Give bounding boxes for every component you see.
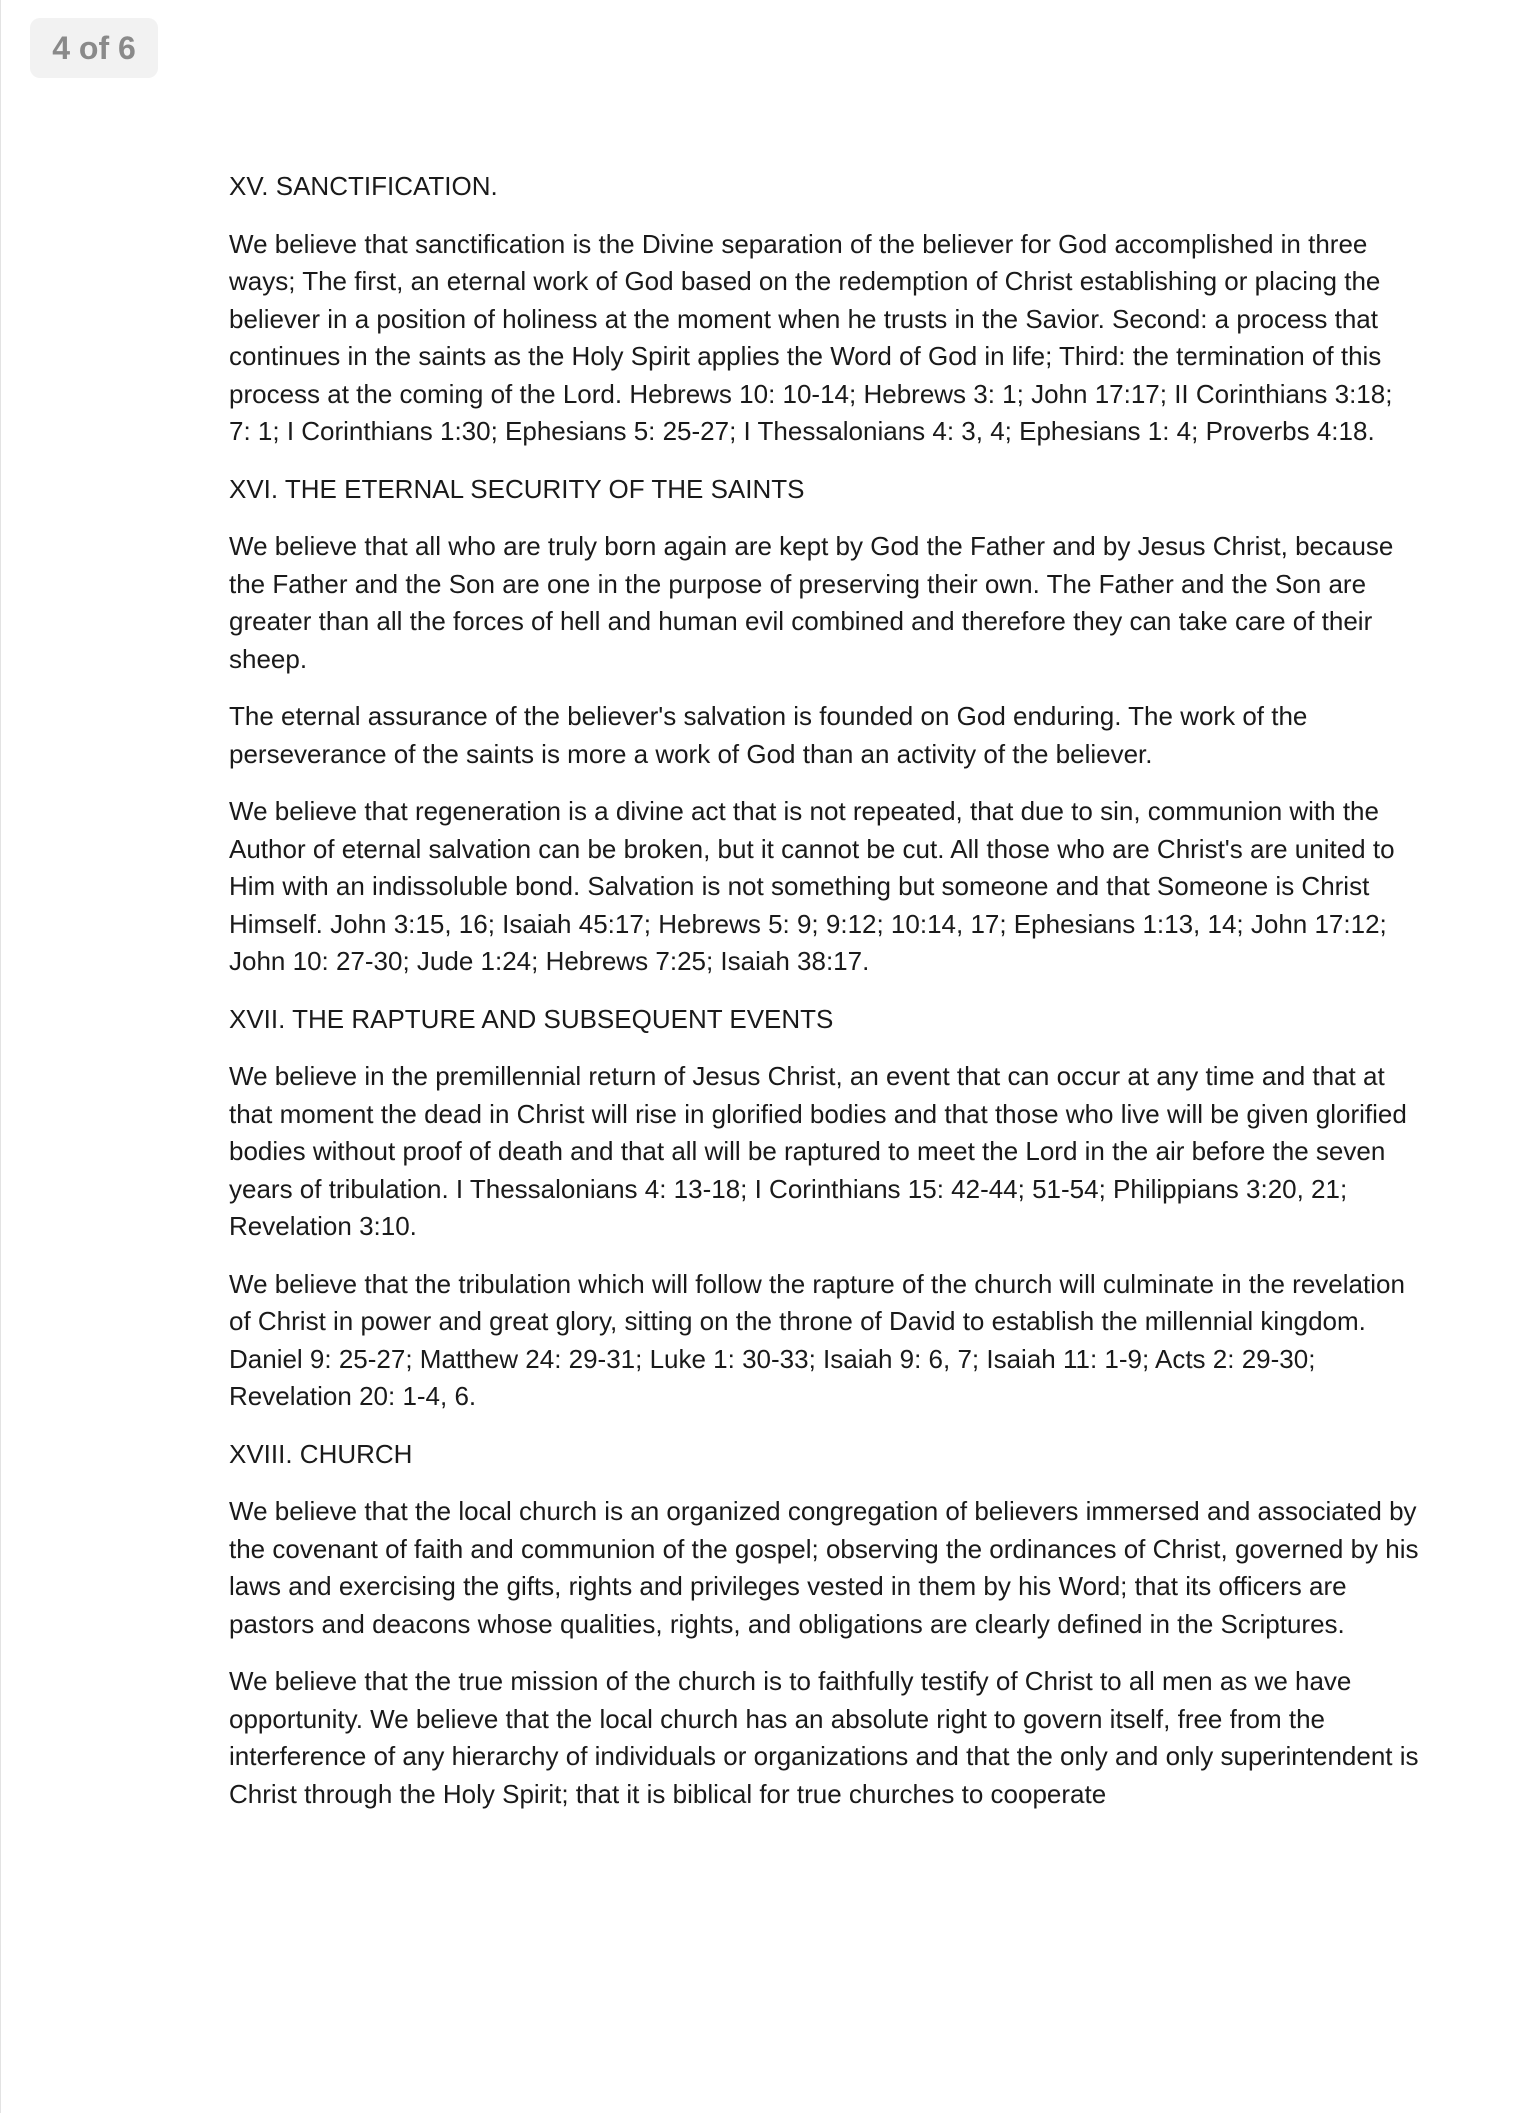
- paragraph-sanctification: We believe that sanctification is the Divine separation of the believer for God accomplished in three ways; The first, an eternal work of God based on the redemption of Christ establishing or placing the believer in a position of holiness at the moment when he trusts in the Savior. Second: a process that continues in the saints as the Holy Spirit applies the Word of God in life; Third: the termination of this process at the coming of the Lord. Hebrews 10: 10-14; Hebrews 3: 1; John 17:17; II Corinthians 3:18; 7: 1; I Corinthians 1:30; Ephesians 5: 25-27; I Thessalonians 4: 3, 4; Ephesians 1: 4; Proverbs 4:18.: [229, 228, 1393, 446]
- paragraph-church-2: We believe that the true mission of the church is to faithfully testify of Christ to all men as we have opportunity. We believe that the local church has an absolute right to govern itself, free from the interference of any hierarchy of individuals or organizations and that the only and only superintendent is Christ through the Holy Spirit; that it is biblical for true churches to cooperate: [229, 1666, 1419, 1809]
- paragraph-church-1: We believe that the local church is an organized congregation of believers immersed and associated by the covenant of faith and communion of the gospel; observing the ordinances of Christ, governed by his laws and exercising the gifts, rights and privileges vested in them by his Word; that its officers are pastors and deacons whose qualities, rights, and obligations are clearly defined in the Scriptures.: [229, 1496, 1419, 1639]
- paragraph-eternal-security-3: We believe that regeneration is a divine act that is not repeated, that due to sin, communion with the Author of eternal salvation can be broken, but it cannot be cut. All those who are Christ's are united to Him with an indissoluble bond. Salvation is not something but someone and that Someone is Christ Himself. John 3:15, 16; Isaiah 45:17; Hebrews 5: 9; 9:12; 10:14, 17; Ephesians 1:13, 14; John 17:12; John 10: 27-30; Jude 1:24; Hebrews 7:25; Isaiah 38:17.: [229, 796, 1395, 976]
- page-indicator: 4 of 6: [30, 18, 158, 78]
- paragraph-eternal-security-2: The eternal assurance of the believer's salvation is founded on God enduring. The work of the perseverance of the saints is more a work of God than an activity of the believer.: [229, 701, 1308, 769]
- page-edge-divider: [0, 0, 1, 2113]
- section-heading-rapture: XVII. THE RAPTURE AND SUBSEQUENT EVENTS: [229, 1003, 834, 1034]
- section-heading-church: XVIII. CHURCH: [229, 1438, 413, 1469]
- document-body: [229, 168, 1419, 1833]
- section-heading-sanctification: XV. SANCTIFICATION.: [229, 171, 498, 201]
- paragraph-rapture-2: We believe that the tribulation which will follow the rapture of the church will culminate in the revelation of Christ in power and great glory, sitting on the throne of David to establish the millennial kingdom. Daniel 9: 25-27; Matthew 24: 29-31; Luke 1: 30-33; Isaiah 9: 6, 7; Isaiah 11: 1-9; Acts 2: 29-30; Revelation 20: 1-4, 6.: [229, 1268, 1405, 1411]
- paragraph-eternal-security-1: We believe that all who are truly born again are kept by God the Father and by Jesus Christ, because the Father and the Son are one in the purpose of preserving their own. The Father and the Son are greater than all the forces of hell and human evil combined and therefore they can take care of their sheep.: [229, 531, 1394, 674]
- paragraph-rapture-1: We believe in the premillennial return of Jesus Christ, an event that can occur at any time and that at that moment the dead in Christ will rise in glorified bodies and that those who live will be given glorified bodies without proof of death and that all will be raptured to meet the Lord in the air before the seven years of tribulation. I Thessalonians 4: 13-18; I Corinthians 15: 42-44; 51-54; Philippians 3:20, 21; Revelation 3:10.: [229, 1061, 1407, 1241]
- section-heading-eternal-security: XVI. THE ETERNAL SECURITY OF THE SAINTS: [229, 473, 805, 504]
